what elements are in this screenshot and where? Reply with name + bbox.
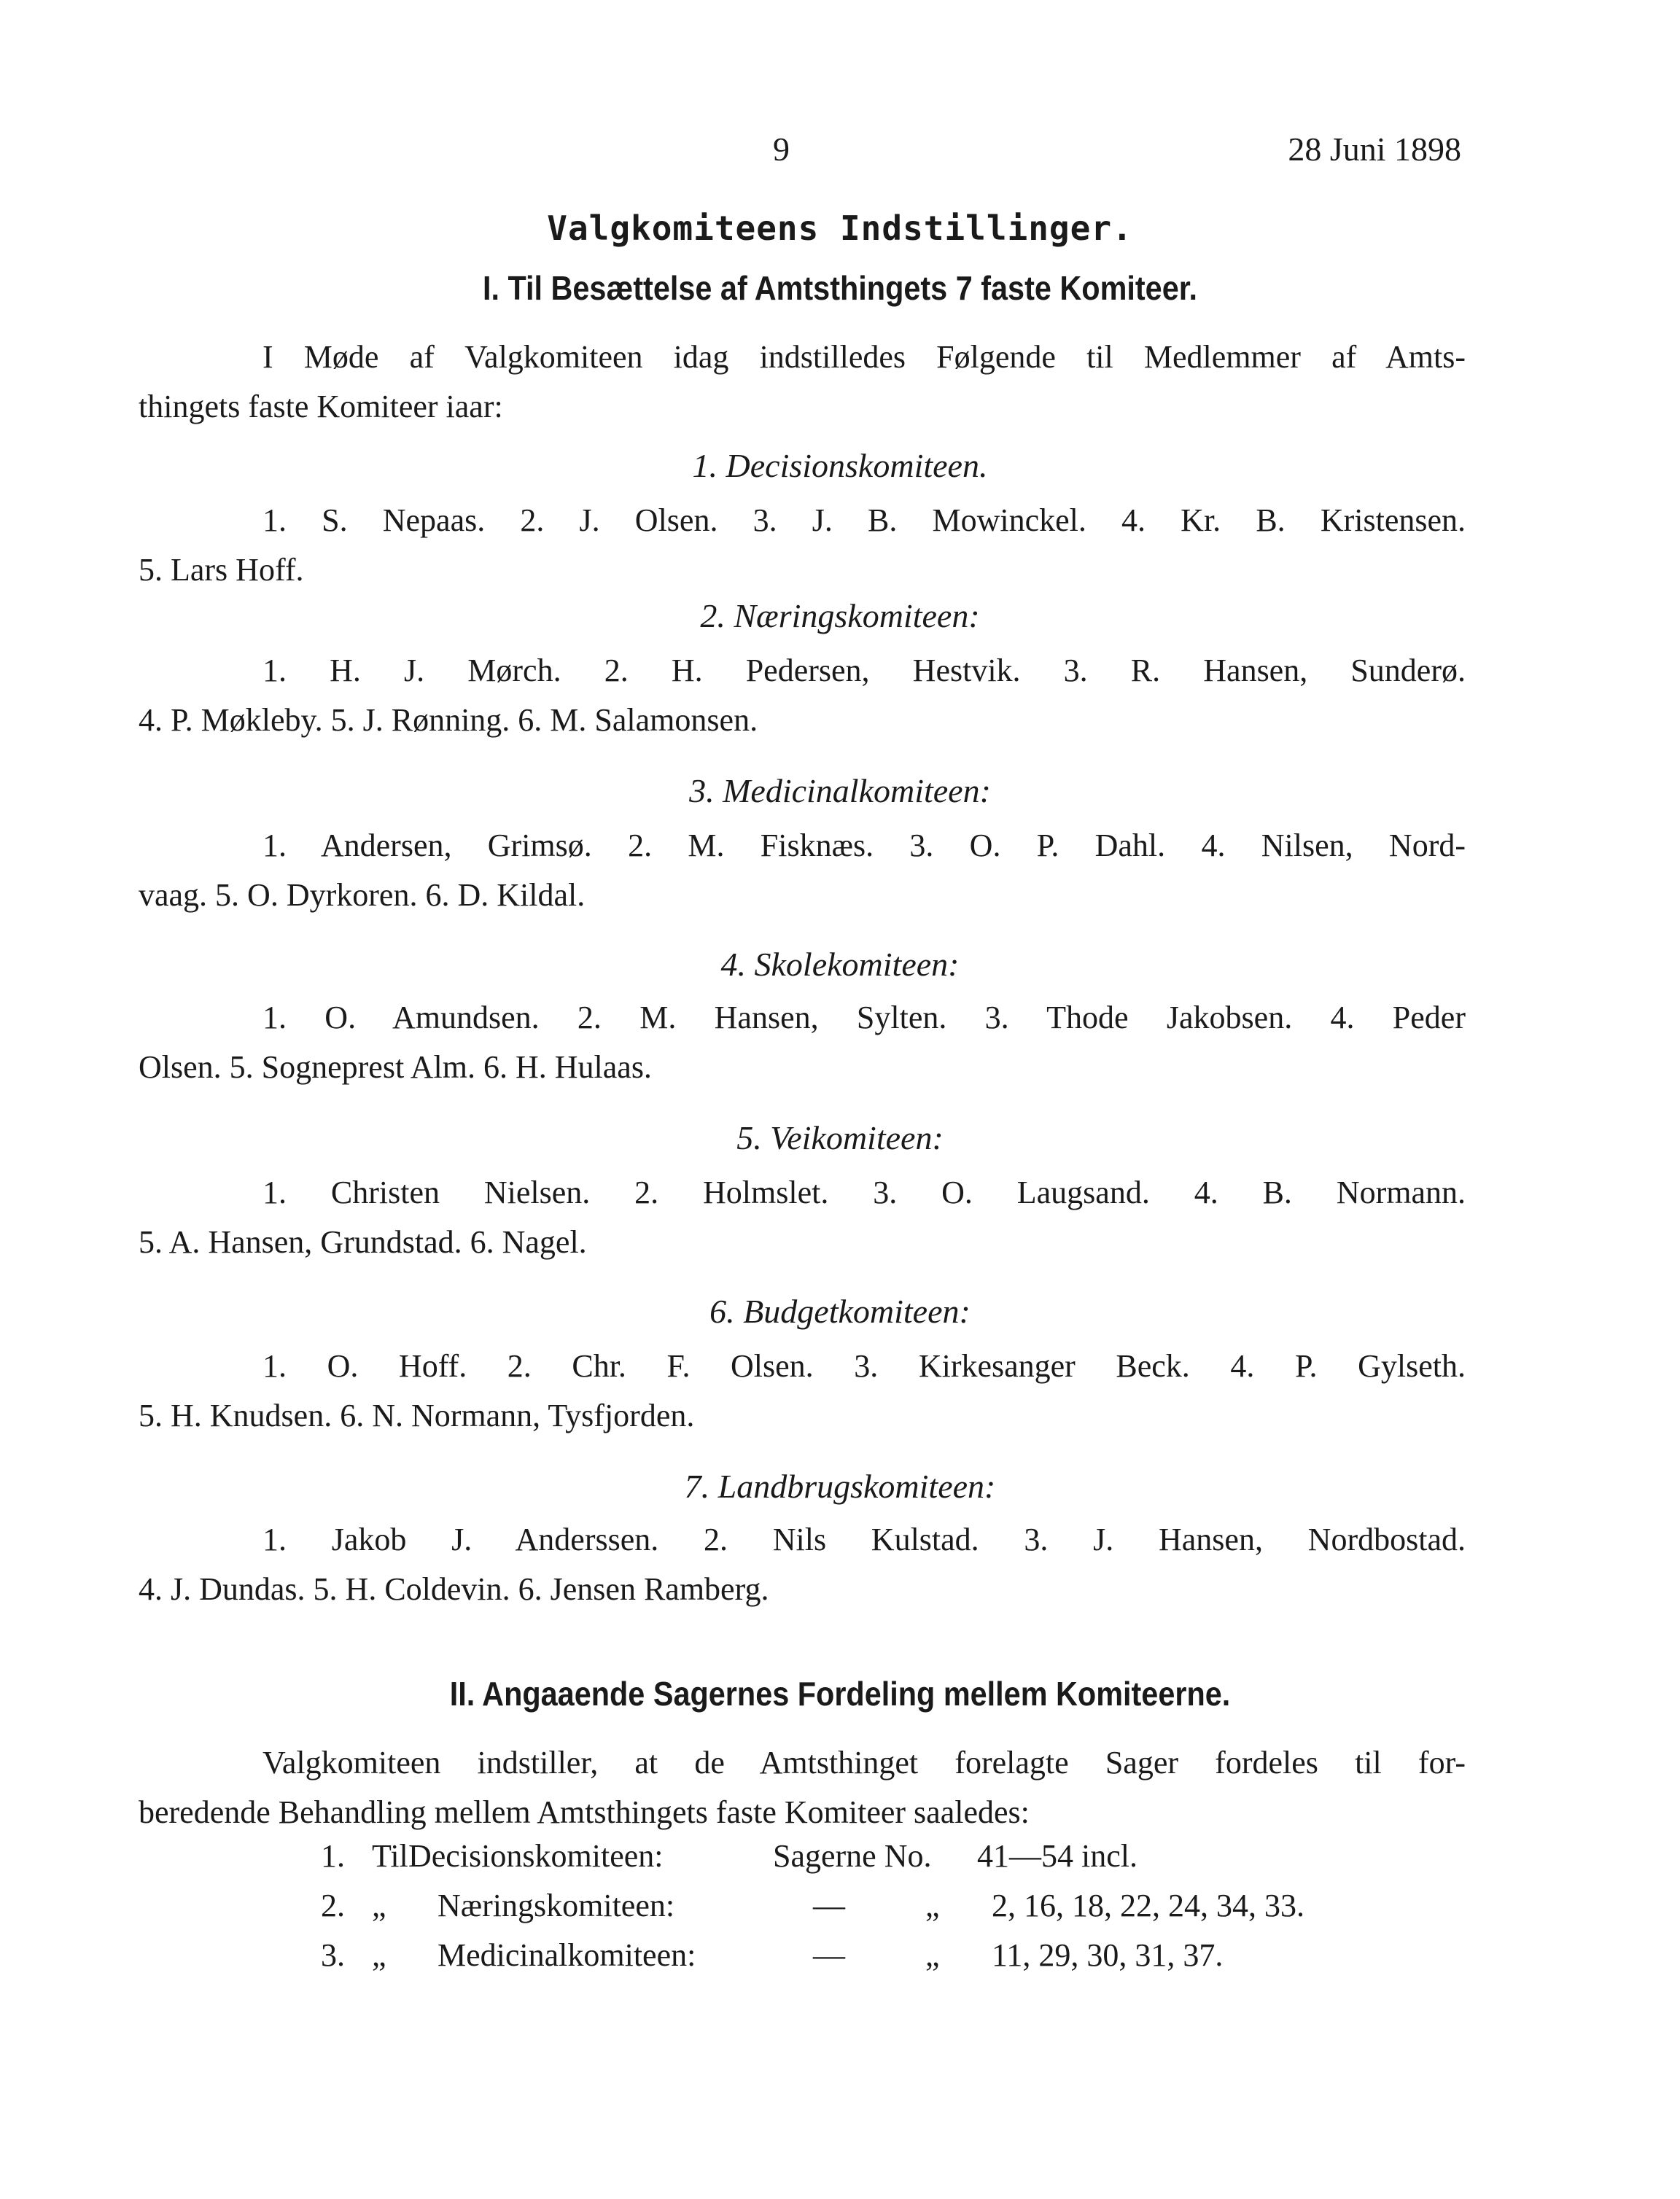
- committee-heading: 5. Veikomiteen:: [736, 1119, 944, 1156]
- committee-members: [139, 646, 1466, 745]
- row-reference: Sagerne No.: [773, 1838, 932, 1874]
- committee-members: [139, 1342, 1466, 1441]
- row-committee: Medicinalkomiteen:: [438, 1937, 696, 1973]
- members-line-2: 5. Lars Hoff.: [139, 552, 304, 588]
- page-number: 9: [773, 131, 790, 168]
- row-reference: — „: [813, 1888, 940, 1923]
- section-1-intro: [139, 332, 1466, 432]
- members-line-2: 4. P. Møkleby. 5. J. Rønning. 6. M. Salamonsen.: [139, 702, 758, 738]
- committee-heading: 7. Landbrugskomiteen:: [684, 1468, 996, 1505]
- committee-heading: 2. Næringskomiteen:: [700, 597, 980, 634]
- committee-members: [139, 821, 1466, 920]
- committee-heading: 4. Skolekomiteen:: [720, 946, 960, 983]
- section-1-title: I. Til Besættelse af Amtsthingets 7 faste Komiteer.: [482, 269, 1198, 307]
- distribution-row: [321, 1837, 1458, 1881]
- row-values: 2, 16, 18, 22, 24, 34, 33.: [992, 1888, 1304, 1923]
- row-number: 3.: [321, 1937, 345, 1973]
- page-date: 28 Juni 1898: [1288, 131, 1461, 168]
- section-1-intro-line-2: thingets faste Komiteer iaar:: [139, 389, 503, 424]
- members-line-1: 1. H. J. Mørch. 2. H. Pedersen, Hestvik. 3. R. Hansen, Sunderø.: [262, 653, 1466, 688]
- members-line-1: 1. Andersen, Grimsø. 2. M. Fisknæs. 3. O. P. Dahl. 4. Nilsen, Nord-: [262, 828, 1466, 863]
- row-reference: — „: [813, 1937, 940, 1973]
- row-committee: Decisionskomiteen:: [408, 1838, 664, 1874]
- members-line-1: 1. Jakob J. Anderssen. 2. Nils Kulstad. 3. J. Hansen, Nordbostad.: [262, 1522, 1466, 1557]
- committee-members: [139, 993, 1466, 1092]
- committee-heading: 6. Budgetkomiteen:: [709, 1293, 971, 1330]
- row-prefix: Til: [372, 1838, 408, 1874]
- row-prefix: „: [372, 1888, 386, 1923]
- members-line-2: vaag. 5. O. Dyrkoren. 6. D. Kildal.: [139, 877, 586, 913]
- members-line-2: Olsen. 5. Sogneprest Alm. 6. H. Hulaas.: [139, 1049, 652, 1085]
- members-line-1: 1. O. Hoff. 2. Chr. F. Olsen. 3. Kirkesanger Beck. 4. P. Gylseth.: [262, 1348, 1466, 1384]
- row-prefix: „: [372, 1937, 386, 1973]
- committee-members: [139, 1515, 1466, 1614]
- committee-members: [139, 1168, 1466, 1267]
- members-line-1: 1. Christen Nielsen. 2. Holmslet. 3. O. Laugsand. 4. B. Normann.: [262, 1175, 1466, 1210]
- distribution-row: [321, 1937, 1458, 1980]
- members-line-1: 1. S. Nepaas. 2. J. Olsen. 3. J. B. Mowinckel. 4. Kr. B. Kristensen.: [262, 502, 1466, 538]
- row-committee: Næringskomiteen:: [438, 1888, 675, 1923]
- row-values: 41—54 incl.: [977, 1838, 1138, 1874]
- committee-heading: 3. Medicinalkomiteen:: [689, 772, 991, 809]
- members-line-2: 4. J. Dundas. 5. H. Coldevin. 6. Jensen Ramberg.: [139, 1571, 769, 1607]
- section-2-intro-line-2: beredende Behandling mellem Amtsthingets faste Komiteer saaledes:: [139, 1794, 1030, 1830]
- section-2-title: II. Angaaende Sagernes Fordeling mellem Komiteerne.: [449, 1675, 1231, 1713]
- document-title: Valgkomiteens Indstillinger.: [547, 209, 1133, 248]
- row-number: 2.: [321, 1888, 345, 1923]
- row-number: 1.: [321, 1838, 345, 1874]
- committee-members: [139, 496, 1466, 595]
- section-1-intro-line-1: I Møde af Valgkomiteen idag indstilledes Følgende til Medlemmer af Amts-: [262, 339, 1466, 375]
- row-values: 11, 29, 30, 31, 37.: [992, 1937, 1224, 1973]
- section-2-intro-line-1: Valgkomiteen indstiller, at de Amtsthinget forelagte Sager fordeles til for-: [262, 1745, 1466, 1780]
- members-line-2: 5. H. Knudsen. 6. N. Normann, Tysfjorden.: [139, 1398, 695, 1433]
- members-line-1: 1. O. Amundsen. 2. M. Hansen, Sylten. 3. Thode Jakobsen. 4. Peder: [262, 1000, 1466, 1035]
- members-line-2: 5. A. Hansen, Grundstad. 6. Nagel.: [139, 1224, 587, 1260]
- distribution-row: [321, 1887, 1458, 1931]
- section-2-intro: [139, 1738, 1466, 1837]
- committee-heading: 1. Decisionskomiteen.: [692, 447, 988, 484]
